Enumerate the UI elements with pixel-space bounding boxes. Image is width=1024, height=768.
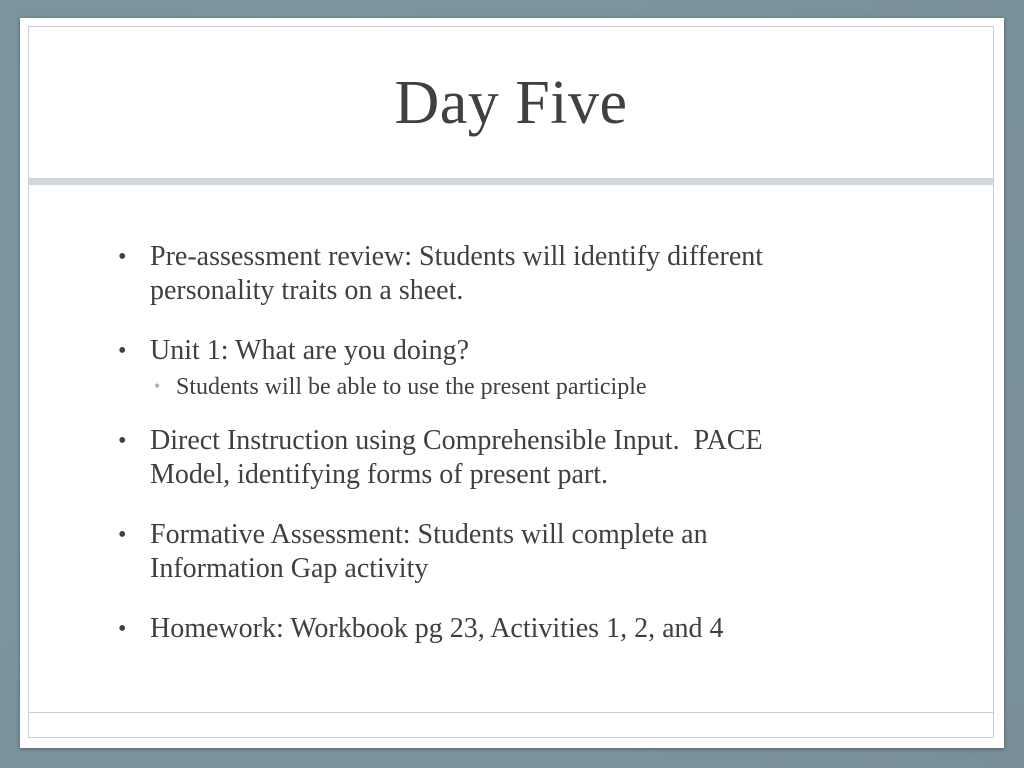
bullet-marker: • xyxy=(118,428,127,454)
bullet-item-unit-1 xyxy=(110,334,910,368)
sub-bullet-marker: • xyxy=(154,376,161,396)
bullet-text-line: personality traits on a sheet. xyxy=(150,275,464,306)
bullet-text-line: Direct Instruction using Comprehensible Input. PACE xyxy=(150,425,763,456)
sub-bullet-text: Students will be able to use the present participle xyxy=(176,374,647,400)
title-area xyxy=(29,27,993,179)
bullet-list xyxy=(110,240,910,646)
bullet-text-line: Model, identifying forms of present part. xyxy=(150,459,609,490)
bullet-text-line: Homework: Workbook pg 23, Activities 1, 2, and 4 xyxy=(150,613,724,644)
bullet-text-line: Pre-assessment review: Students will identify different xyxy=(150,241,764,272)
bullet-text-line: Formative Assessment: Students will complete an xyxy=(150,519,708,550)
bullet-marker: • xyxy=(118,522,127,548)
bullet-text-line: Unit 1: What are you doing? xyxy=(150,335,470,366)
bullet-item-pre-assessment xyxy=(110,240,910,308)
slide-title: Day Five xyxy=(394,68,628,137)
bullet-marker: • xyxy=(118,338,127,364)
bullet-item-direct-instruction xyxy=(110,424,910,492)
bullet-item-homework xyxy=(110,612,910,646)
bottom-divider xyxy=(29,712,993,713)
bullet-item-formative-assessment xyxy=(110,518,910,586)
slide xyxy=(20,18,1004,748)
bullet-marker: • xyxy=(118,244,127,270)
bullet-marker: • xyxy=(118,616,127,642)
title-divider xyxy=(29,178,993,185)
sub-bullet-item-present-participle xyxy=(150,372,910,402)
bullet-text-line: Information Gap activity xyxy=(150,553,429,584)
